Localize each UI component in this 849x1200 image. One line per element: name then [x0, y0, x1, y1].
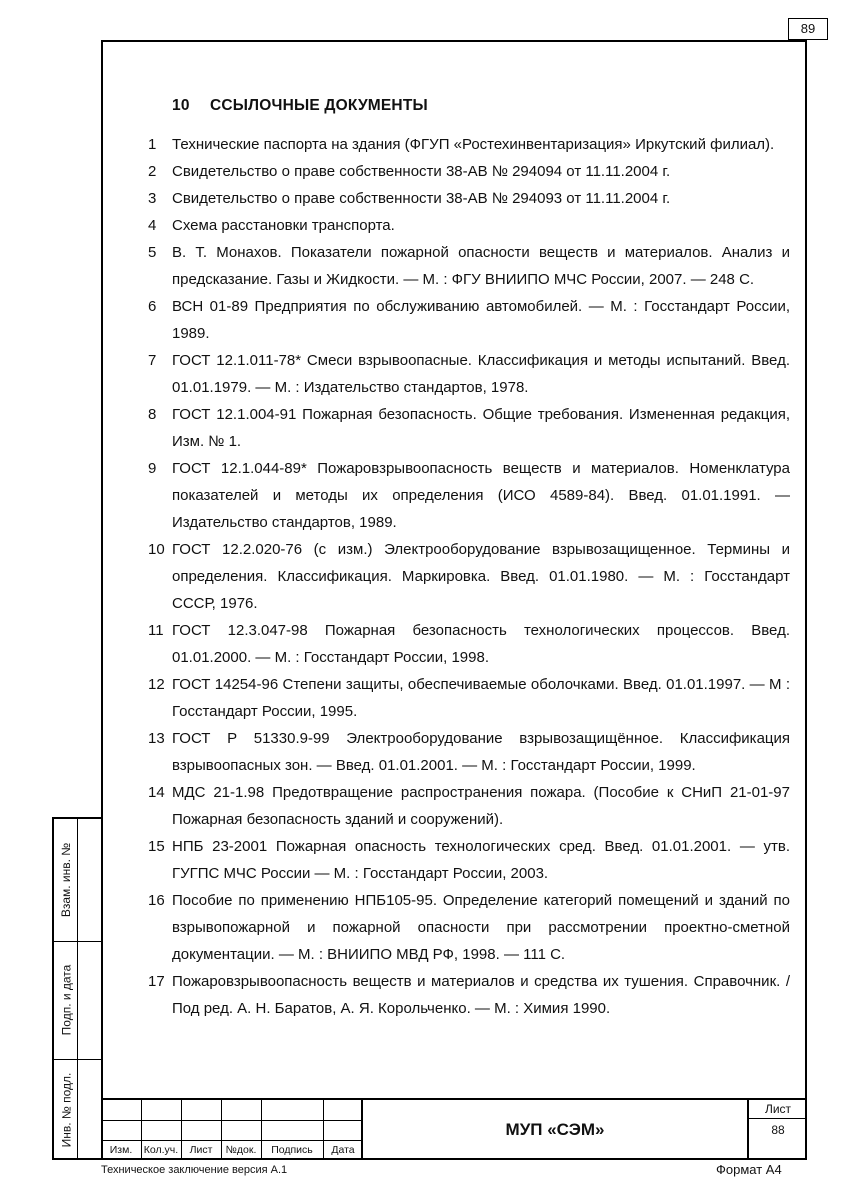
reference-item: [148, 968, 790, 1022]
inv-podl-label: Инв. № подл.: [59, 1072, 73, 1147]
reference-number: 1: [148, 136, 157, 153]
reference-item: [148, 887, 790, 968]
sheet-label: Лист: [749, 1100, 807, 1119]
reference-text: Пособие по применению НПБ105-95. Определение категорий помещений и зданий по взрывопожарной и пожарной опасности при рассмотрении проектно-сметной документации. — М. : ВНИИПО МВД РФ, 1998. — 111 С.: [172, 892, 790, 963]
page-number-box: [788, 18, 828, 40]
reference-text: ГОСТ 12.1.004-91 Пожарная безопасность. Общие требования. Измененная редакция, Изм. № 1.: [172, 406, 790, 450]
reference-item: [148, 779, 790, 833]
section-title: ССЫЛОЧНЫЕ ДОКУМЕНТЫ: [210, 97, 428, 114]
reference-text: ВСН 01-89 Предприятия по обслуживанию автомобилей. — М. : Госстандарт России, 1989.: [172, 298, 790, 342]
reference-item: [148, 158, 790, 185]
title-block: [101, 1098, 807, 1160]
reference-number: 6: [148, 298, 157, 315]
reference-number: 11: [148, 622, 164, 639]
reference-number: 10: [148, 541, 165, 558]
reference-number: 12: [148, 676, 165, 693]
reference-item: [148, 131, 790, 158]
reference-number: 4: [148, 217, 157, 234]
reference-list: [148, 131, 790, 1022]
document-version: Техническое заключение версия А.1: [101, 1164, 288, 1176]
reference-number: 8: [148, 406, 157, 423]
reference-text: Пожаровзрывоопасность веществ и материалов и средства их тушения. Справочник. / Под ред. А. Н. Баратов, А. Я. Корольченко. — М. : Химия 1990.: [172, 973, 790, 1017]
podp-data-label: Подп. и дата: [59, 964, 73, 1036]
reference-item: [148, 455, 790, 536]
column-data: Дата: [331, 1144, 355, 1156]
sheet-number: 88: [771, 1123, 785, 1137]
reference-number: 17: [148, 973, 165, 990]
reference-number: 3: [148, 190, 157, 207]
section-number: 10: [172, 97, 190, 114]
reference-item: [148, 293, 790, 347]
column-podpis: Подпись: [271, 1144, 313, 1156]
reference-item: [148, 212, 790, 239]
vzam-inv-label: Взам. инв. №: [59, 842, 73, 918]
revision-grid: [101, 1100, 363, 1160]
reference-text: ГОСТ 12.2.020-76 (с изм.) Электрооборудование взрывозащищенное. Термины и определения. Классификация. Маркировка. Введ. 01.01.1980. — М. : Госстандарт СССР, 1976.: [172, 541, 790, 612]
reference-text: ГОСТ 14254-96 Степени защиты, обеспечиваемые оболочками. Введ. 01.01.1997. — М : Госстандарт России, 1995.: [172, 676, 790, 720]
reference-item: [148, 185, 790, 212]
reference-text: Свидетельство о праве собственности 38-АВ № 294093 от 11.11.2004 г.: [172, 190, 671, 207]
column-izm: Изм.: [109, 1144, 133, 1156]
reference-item: [148, 617, 790, 671]
reference-text: НПБ 23-2001 Пожарная опасность технологических сред. Введ. 01.01.2001. — утв. ГУГПС МЧС России — М. : Госстандарт России, 2003.: [172, 838, 790, 882]
reference-item: [148, 239, 790, 293]
column-ndok: №док.: [225, 1144, 257, 1156]
reference-text: Схема расстановки транспорта.: [172, 217, 395, 234]
page-format: Формат А4: [716, 1162, 782, 1177]
side-stamp-cell: [54, 1059, 78, 1160]
sheet-cell: [747, 1100, 807, 1160]
side-stamp-cell: [54, 941, 78, 1059]
reference-item: [148, 536, 790, 617]
reference-text: Свидетельство о праве собственности 38-АВ № 294094 от 11.11.2004 г.: [172, 163, 671, 180]
side-stamp-cell: [54, 819, 78, 941]
reference-number: 16: [148, 892, 165, 909]
reference-item: [148, 725, 790, 779]
reference-text: ГОСТ 12.1.011-78* Смеси взрывоопасные. Классификация и методы испытаний. Введ. 01.01.1979. — М. : Издательство стандартов, 1978.: [172, 352, 790, 396]
reference-number: 7: [148, 352, 157, 369]
reference-number: 9: [148, 460, 157, 477]
reference-text: Технические паспорта на здания (ФГУП «Ростехинвентаризация» Иркутский филиал).: [172, 136, 775, 153]
organization-name: МУП «СЭМ»: [505, 1120, 605, 1139]
reference-item: [148, 833, 790, 887]
reference-text: В. Т. Монахов. Показатели пожарной опасности веществ и материалов. Анализ и предсказание. Газы и Жидкости. — М. : ФГУ ВНИИПО МЧС России, 2007. — 248 С.: [172, 244, 790, 288]
reference-text: ГОСТ Р 51330.9-99 Электрооборудование взрывозащищённое. Классификация взрывоопасных зон. — Введ. 01.01.2001. — М. : Госстандарт России, 1999.: [172, 730, 790, 774]
reference-number: 13: [148, 730, 165, 747]
reference-text: МДС 21-1.98 Предотвращение распространения пожара. (Пособие к СНиП 21-01-97 Пожарная безопасность зданий и сооружений).: [172, 784, 790, 828]
reference-item: [148, 671, 790, 725]
reference-text: ГОСТ 12.3.047-98 Пожарная безопасность технологических процессов. Введ. 01.01.2000. — М. : Госстандарт России, 1998.: [172, 622, 790, 666]
reference-item: [148, 347, 790, 401]
page-number: 89: [800, 21, 816, 36]
reference-text: ГОСТ 12.1.044-89* Пожаровзрывоопасность веществ и материалов. Номенклатура показателей и методы их определения (ИСО 4589-84). Введ. 01.01.1991. — Издательство стандартов, 1989.: [172, 460, 790, 531]
reference-number: 14: [148, 784, 165, 801]
column-list: Лист: [189, 1144, 213, 1156]
side-stamp: [52, 817, 101, 1160]
reference-number: 2: [148, 163, 157, 180]
column-kol-uch: Кол.уч.: [143, 1144, 179, 1156]
reference-number: 5: [148, 244, 157, 261]
reference-item: [148, 401, 790, 455]
section-heading: [172, 97, 428, 115]
reference-number: 15: [148, 838, 165, 855]
